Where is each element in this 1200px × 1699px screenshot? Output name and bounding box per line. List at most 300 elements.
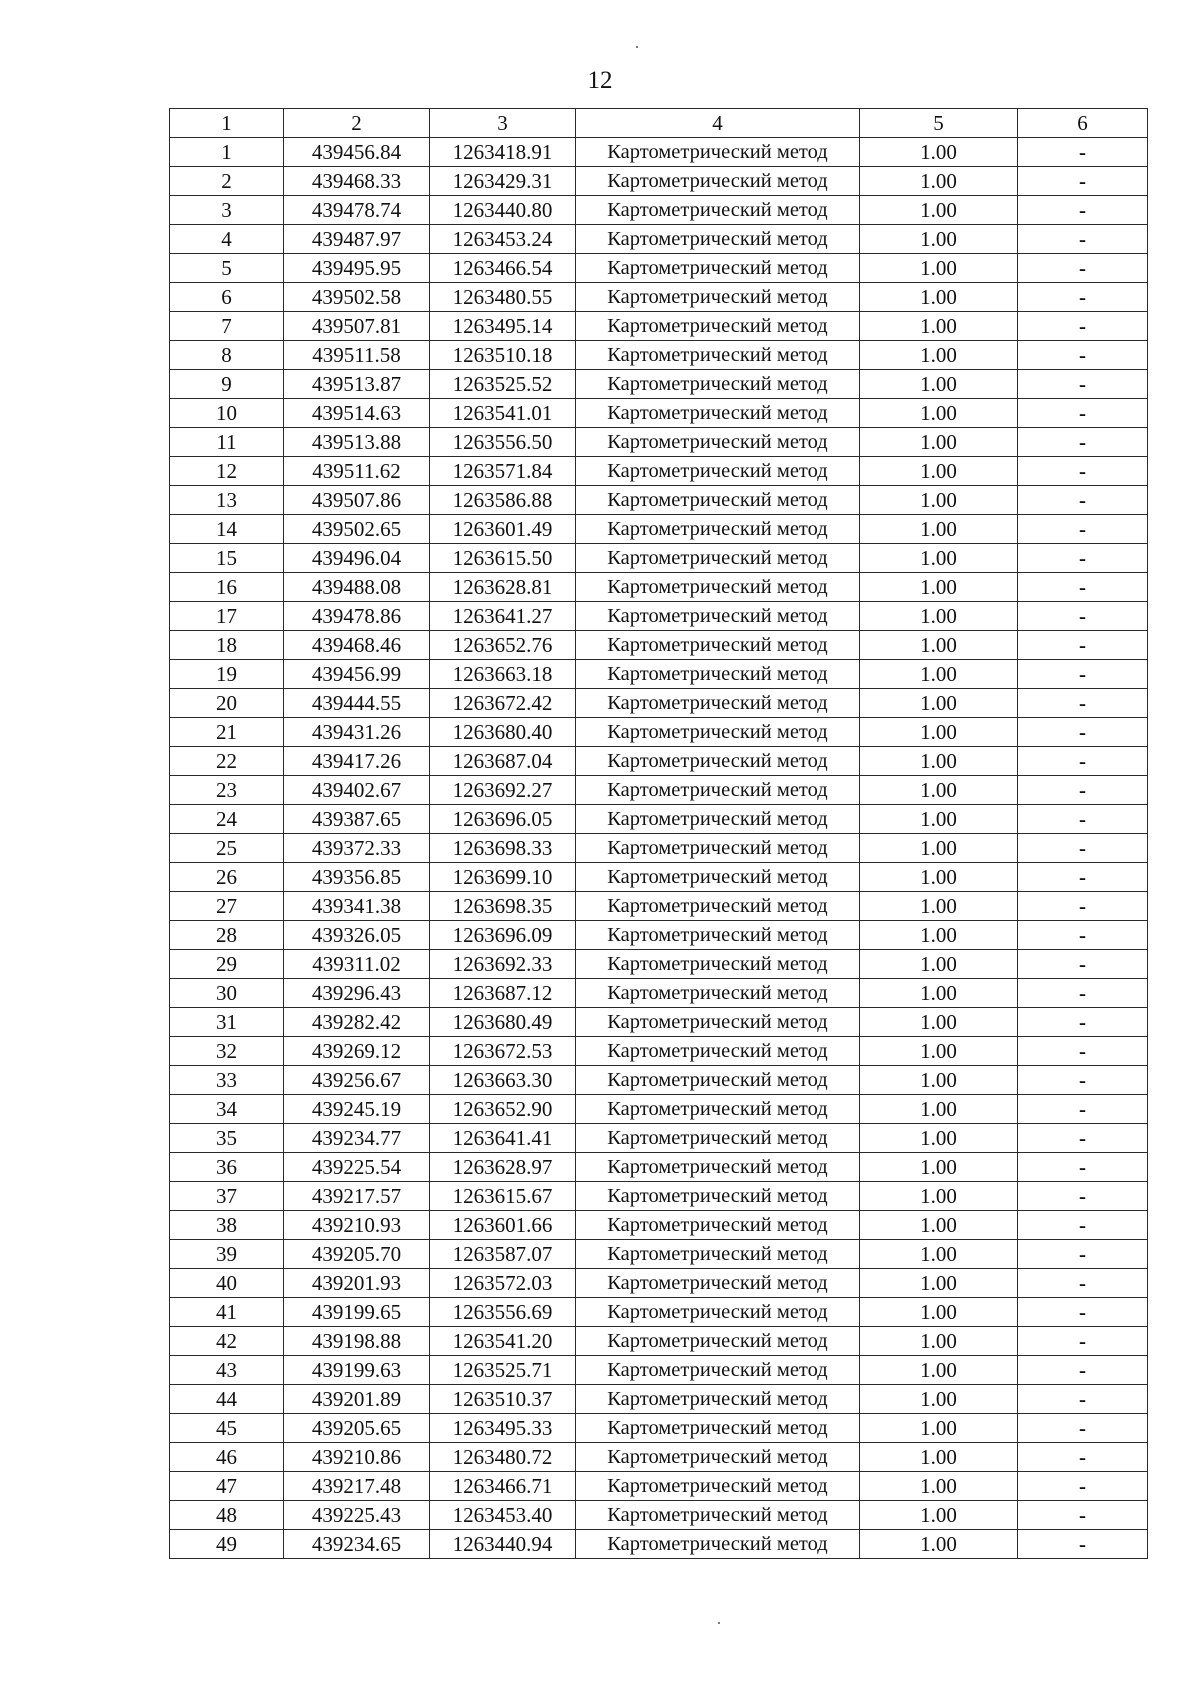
point-number-cell: 41 (170, 1298, 284, 1327)
y-coordinate-cell: 1263571.84 (430, 457, 576, 486)
y-coordinate-cell: 1263680.40 (430, 718, 576, 747)
table-row (170, 428, 1148, 457)
note-cell: - (1018, 1095, 1148, 1124)
point-number-cell: 24 (170, 805, 284, 834)
y-coordinate-cell: 1263418.91 (430, 138, 576, 167)
table-row (170, 863, 1148, 892)
note-cell: - (1018, 979, 1148, 1008)
method-cell: Картометрический метод (576, 1037, 860, 1066)
accuracy-cell: 1.00 (860, 689, 1018, 718)
table-body (170, 138, 1148, 1559)
method-cell: Картометрический метод (576, 921, 860, 950)
method-cell: Картометрический метод (576, 544, 860, 573)
y-coordinate-cell: 1263453.24 (430, 225, 576, 254)
y-coordinate-cell: 1263692.27 (430, 776, 576, 805)
note-cell: - (1018, 1269, 1148, 1298)
y-coordinate-cell: 1263587.07 (430, 1240, 576, 1269)
note-cell: - (1018, 950, 1148, 979)
note-cell: - (1018, 515, 1148, 544)
accuracy-cell: 1.00 (860, 254, 1018, 283)
accuracy-cell: 1.00 (860, 341, 1018, 370)
x-coordinate-cell: 439341.38 (284, 892, 430, 921)
method-cell: Картометрический метод (576, 457, 860, 486)
y-coordinate-cell: 1263687.12 (430, 979, 576, 1008)
table-row (170, 370, 1148, 399)
point-number-cell: 47 (170, 1472, 284, 1501)
method-cell: Картометрический метод (576, 1153, 860, 1182)
table-header-row (170, 109, 1148, 138)
method-cell: Картометрический метод (576, 1414, 860, 1443)
accuracy-cell: 1.00 (860, 1385, 1018, 1414)
accuracy-cell: 1.00 (860, 1414, 1018, 1443)
accuracy-cell: 1.00 (860, 1443, 1018, 1472)
note-cell: - (1018, 631, 1148, 660)
x-coordinate-cell: 439456.99 (284, 660, 430, 689)
point-number-cell: 4 (170, 225, 284, 254)
point-number-cell: 14 (170, 515, 284, 544)
x-coordinate-cell: 439201.93 (284, 1269, 430, 1298)
x-coordinate-cell: 439513.87 (284, 370, 430, 399)
table-row (170, 950, 1148, 979)
method-cell: Картометрический метод (576, 1095, 860, 1124)
point-number-cell: 1 (170, 138, 284, 167)
y-coordinate-cell: 1263615.50 (430, 544, 576, 573)
point-number-cell: 20 (170, 689, 284, 718)
x-coordinate-cell: 439210.86 (284, 1443, 430, 1472)
method-cell: Картометрический метод (576, 805, 860, 834)
y-coordinate-cell: 1263680.49 (430, 1008, 576, 1037)
table-row (170, 1298, 1148, 1327)
x-coordinate-cell: 439444.55 (284, 689, 430, 718)
point-number-cell: 15 (170, 544, 284, 573)
x-coordinate-cell: 439387.65 (284, 805, 430, 834)
column-header: 3 (430, 109, 576, 138)
point-number-cell: 19 (170, 660, 284, 689)
accuracy-cell: 1.00 (860, 312, 1018, 341)
note-cell: - (1018, 1182, 1148, 1211)
y-coordinate-cell: 1263601.49 (430, 515, 576, 544)
point-number-cell: 22 (170, 747, 284, 776)
table-row (170, 486, 1148, 515)
method-cell: Картометрический метод (576, 515, 860, 544)
x-coordinate-cell: 439431.26 (284, 718, 430, 747)
note-cell: - (1018, 312, 1148, 341)
method-cell: Картометрический метод (576, 631, 860, 660)
accuracy-cell: 1.00 (860, 1153, 1018, 1182)
x-coordinate-cell: 439402.67 (284, 776, 430, 805)
y-coordinate-cell: 1263525.52 (430, 370, 576, 399)
accuracy-cell: 1.00 (860, 196, 1018, 225)
accuracy-cell: 1.00 (860, 776, 1018, 805)
accuracy-cell: 1.00 (860, 283, 1018, 312)
accuracy-cell: 1.00 (860, 921, 1018, 950)
y-coordinate-cell: 1263628.81 (430, 573, 576, 602)
method-cell: Картометрический метод (576, 341, 860, 370)
x-coordinate-cell: 439372.33 (284, 834, 430, 863)
y-coordinate-cell: 1263480.55 (430, 283, 576, 312)
note-cell: - (1018, 196, 1148, 225)
x-coordinate-cell: 439225.54 (284, 1153, 430, 1182)
y-coordinate-cell: 1263495.14 (430, 312, 576, 341)
point-number-cell: 29 (170, 950, 284, 979)
note-cell: - (1018, 1356, 1148, 1385)
note-cell: - (1018, 689, 1148, 718)
x-coordinate-cell: 439198.88 (284, 1327, 430, 1356)
x-coordinate-cell: 439225.43 (284, 1501, 430, 1530)
y-coordinate-cell: 1263663.30 (430, 1066, 576, 1095)
x-coordinate-cell: 439234.77 (284, 1124, 430, 1153)
y-coordinate-cell: 1263663.18 (430, 660, 576, 689)
accuracy-cell: 1.00 (860, 1124, 1018, 1153)
accuracy-cell: 1.00 (860, 428, 1018, 457)
x-coordinate-cell: 439256.67 (284, 1066, 430, 1095)
accuracy-cell: 1.00 (860, 1008, 1018, 1037)
table-row (170, 1530, 1148, 1559)
table-row (170, 312, 1148, 341)
accuracy-cell: 1.00 (860, 1095, 1018, 1124)
method-cell: Картометрический метод (576, 1066, 860, 1095)
accuracy-cell: 1.00 (860, 1269, 1018, 1298)
accuracy-cell: 1.00 (860, 950, 1018, 979)
point-number-cell: 32 (170, 1037, 284, 1066)
point-number-cell: 5 (170, 254, 284, 283)
accuracy-cell: 1.00 (860, 167, 1018, 196)
y-coordinate-cell: 1263628.97 (430, 1153, 576, 1182)
accuracy-cell: 1.00 (860, 979, 1018, 1008)
x-coordinate-cell: 439478.74 (284, 196, 430, 225)
point-number-cell: 30 (170, 979, 284, 1008)
method-cell: Картометрический метод (576, 892, 860, 921)
table-row (170, 138, 1148, 167)
method-cell: Картометрический метод (576, 312, 860, 341)
note-cell: - (1018, 718, 1148, 747)
accuracy-cell: 1.00 (860, 573, 1018, 602)
method-cell: Картометрический метод (576, 660, 860, 689)
note-cell: - (1018, 544, 1148, 573)
note-cell: - (1018, 892, 1148, 921)
x-coordinate-cell: 439468.33 (284, 167, 430, 196)
x-coordinate-cell: 439511.58 (284, 341, 430, 370)
method-cell: Картометрический метод (576, 747, 860, 776)
table-row (170, 979, 1148, 1008)
note-cell: - (1018, 1530, 1148, 1559)
point-number-cell: 48 (170, 1501, 284, 1530)
accuracy-cell: 1.00 (860, 747, 1018, 776)
y-coordinate-cell: 1263541.01 (430, 399, 576, 428)
column-header: 1 (170, 109, 284, 138)
x-coordinate-cell: 439478.86 (284, 602, 430, 631)
method-cell: Картометрический метод (576, 486, 860, 515)
y-coordinate-cell: 1263572.03 (430, 1269, 576, 1298)
table-row (170, 1182, 1148, 1211)
note-cell: - (1018, 428, 1148, 457)
y-coordinate-cell: 1263692.33 (430, 950, 576, 979)
x-coordinate-cell: 439296.43 (284, 979, 430, 1008)
column-header: 2 (284, 109, 430, 138)
note-cell: - (1018, 921, 1148, 950)
table-row (170, 399, 1148, 428)
y-coordinate-cell: 1263672.53 (430, 1037, 576, 1066)
point-number-cell: 43 (170, 1356, 284, 1385)
x-coordinate-cell: 439468.46 (284, 631, 430, 660)
method-cell: Картометрический метод (576, 196, 860, 225)
accuracy-cell: 1.00 (860, 834, 1018, 863)
method-cell: Картометрический метод (576, 1211, 860, 1240)
note-cell: - (1018, 1501, 1148, 1530)
note-cell: - (1018, 1472, 1148, 1501)
point-number-cell: 27 (170, 892, 284, 921)
point-number-cell: 39 (170, 1240, 284, 1269)
accuracy-cell: 1.00 (860, 515, 1018, 544)
note-cell: - (1018, 1066, 1148, 1095)
accuracy-cell: 1.00 (860, 602, 1018, 631)
point-number-cell: 33 (170, 1066, 284, 1095)
table-row (170, 254, 1148, 283)
x-coordinate-cell: 439502.65 (284, 515, 430, 544)
note-cell: - (1018, 399, 1148, 428)
table-row (170, 602, 1148, 631)
table-row (170, 1066, 1148, 1095)
point-number-cell: 11 (170, 428, 284, 457)
point-number-cell: 42 (170, 1327, 284, 1356)
accuracy-cell: 1.00 (860, 138, 1018, 167)
table-row (170, 805, 1148, 834)
accuracy-cell: 1.00 (860, 631, 1018, 660)
note-cell: - (1018, 254, 1148, 283)
note-cell: - (1018, 805, 1148, 834)
table-row (170, 1037, 1148, 1066)
note-cell: - (1018, 1008, 1148, 1037)
point-number-cell: 10 (170, 399, 284, 428)
table-row (170, 283, 1148, 312)
note-cell: - (1018, 834, 1148, 863)
method-cell: Картометрический метод (576, 138, 860, 167)
point-number-cell: 7 (170, 312, 284, 341)
note-cell: - (1018, 1443, 1148, 1472)
x-coordinate-cell: 439496.04 (284, 544, 430, 573)
table-row (170, 457, 1148, 486)
coordinates-table (169, 108, 1148, 1559)
page-number: 12 (587, 67, 613, 94)
accuracy-cell: 1.00 (860, 370, 1018, 399)
x-coordinate-cell: 439269.12 (284, 1037, 430, 1066)
point-number-cell: 25 (170, 834, 284, 863)
x-coordinate-cell: 439311.02 (284, 950, 430, 979)
table-row (170, 167, 1148, 196)
y-coordinate-cell: 1263440.80 (430, 196, 576, 225)
accuracy-cell: 1.00 (860, 1182, 1018, 1211)
y-coordinate-cell: 1263510.37 (430, 1385, 576, 1414)
point-number-cell: 3 (170, 196, 284, 225)
x-coordinate-cell: 439199.65 (284, 1298, 430, 1327)
accuracy-cell: 1.00 (860, 1066, 1018, 1095)
y-coordinate-cell: 1263510.18 (430, 341, 576, 370)
table-row (170, 921, 1148, 950)
accuracy-cell: 1.00 (860, 805, 1018, 834)
point-number-cell: 9 (170, 370, 284, 399)
accuracy-cell: 1.00 (860, 1327, 1018, 1356)
point-number-cell: 44 (170, 1385, 284, 1414)
point-number-cell: 18 (170, 631, 284, 660)
table-row (170, 515, 1148, 544)
y-coordinate-cell: 1263672.42 (430, 689, 576, 718)
note-cell: - (1018, 660, 1148, 689)
accuracy-cell: 1.00 (860, 1530, 1018, 1559)
y-coordinate-cell: 1263440.94 (430, 1530, 576, 1559)
accuracy-cell: 1.00 (860, 486, 1018, 515)
accuracy-cell: 1.00 (860, 1240, 1018, 1269)
method-cell: Картометрический метод (576, 573, 860, 602)
y-coordinate-cell: 1263641.41 (430, 1124, 576, 1153)
table-row (170, 544, 1148, 573)
note-cell: - (1018, 167, 1148, 196)
method-cell: Картометрический метод (576, 225, 860, 254)
note-cell: - (1018, 1240, 1148, 1269)
point-number-cell: 35 (170, 1124, 284, 1153)
note-cell: - (1018, 283, 1148, 312)
x-coordinate-cell: 439201.89 (284, 1385, 430, 1414)
method-cell: Картометрический метод (576, 689, 860, 718)
note-cell: - (1018, 1037, 1148, 1066)
table-row (170, 1269, 1148, 1298)
table-row (170, 1356, 1148, 1385)
y-coordinate-cell: 1263453.40 (430, 1501, 576, 1530)
x-coordinate-cell: 439487.97 (284, 225, 430, 254)
point-number-cell: 17 (170, 602, 284, 631)
table-row (170, 631, 1148, 660)
table-row (170, 1385, 1148, 1414)
point-number-cell: 45 (170, 1414, 284, 1443)
y-coordinate-cell: 1263696.09 (430, 921, 576, 950)
note-cell: - (1018, 457, 1148, 486)
note-cell: - (1018, 370, 1148, 399)
accuracy-cell: 1.00 (860, 1472, 1018, 1501)
table-row (170, 1153, 1148, 1182)
x-coordinate-cell: 439234.65 (284, 1530, 430, 1559)
accuracy-cell: 1.00 (860, 863, 1018, 892)
method-cell: Картометрический метод (576, 428, 860, 457)
method-cell: Картометрический метод (576, 863, 860, 892)
y-coordinate-cell: 1263698.35 (430, 892, 576, 921)
note-cell: - (1018, 1414, 1148, 1443)
x-coordinate-cell: 439326.05 (284, 921, 430, 950)
scan-speck (718, 1622, 720, 1624)
x-coordinate-cell: 439502.58 (284, 283, 430, 312)
method-cell: Картометрический метод (576, 718, 860, 747)
x-coordinate-cell: 439245.19 (284, 1095, 430, 1124)
x-coordinate-cell: 439205.65 (284, 1414, 430, 1443)
y-coordinate-cell: 1263556.50 (430, 428, 576, 457)
point-number-cell: 49 (170, 1530, 284, 1559)
point-number-cell: 23 (170, 776, 284, 805)
x-coordinate-cell: 439282.42 (284, 1008, 430, 1037)
x-coordinate-cell: 439507.81 (284, 312, 430, 341)
point-number-cell: 37 (170, 1182, 284, 1211)
note-cell: - (1018, 1211, 1148, 1240)
note-cell: - (1018, 1153, 1148, 1182)
point-number-cell: 16 (170, 573, 284, 602)
y-coordinate-cell: 1263699.10 (430, 863, 576, 892)
y-coordinate-cell: 1263429.31 (430, 167, 576, 196)
y-coordinate-cell: 1263466.54 (430, 254, 576, 283)
accuracy-cell: 1.00 (860, 544, 1018, 573)
table-row (170, 1095, 1148, 1124)
y-coordinate-cell: 1263495.33 (430, 1414, 576, 1443)
method-cell: Картометрический метод (576, 776, 860, 805)
table-row (170, 1501, 1148, 1530)
accuracy-cell: 1.00 (860, 1037, 1018, 1066)
accuracy-cell: 1.00 (860, 718, 1018, 747)
note-cell: - (1018, 486, 1148, 515)
y-coordinate-cell: 1263586.88 (430, 486, 576, 515)
accuracy-cell: 1.00 (860, 892, 1018, 921)
x-coordinate-cell: 439417.26 (284, 747, 430, 776)
point-number-cell: 8 (170, 341, 284, 370)
y-coordinate-cell: 1263601.66 (430, 1211, 576, 1240)
method-cell: Картометрический метод (576, 1385, 860, 1414)
accuracy-cell: 1.00 (860, 1356, 1018, 1385)
table-row (170, 718, 1148, 747)
point-number-cell: 31 (170, 1008, 284, 1037)
accuracy-cell: 1.00 (860, 1211, 1018, 1240)
point-number-cell: 38 (170, 1211, 284, 1240)
table-row (170, 747, 1148, 776)
column-header: 5 (860, 109, 1018, 138)
method-cell: Картометрический метод (576, 399, 860, 428)
y-coordinate-cell: 1263641.27 (430, 602, 576, 631)
note-cell: - (1018, 863, 1148, 892)
accuracy-cell: 1.00 (860, 660, 1018, 689)
y-coordinate-cell: 1263615.67 (430, 1182, 576, 1211)
method-cell: Картометрический метод (576, 1356, 860, 1385)
table-row (170, 573, 1148, 602)
method-cell: Картометрический метод (576, 834, 860, 863)
table-row (170, 689, 1148, 718)
y-coordinate-cell: 1263480.72 (430, 1443, 576, 1472)
x-coordinate-cell: 439488.08 (284, 573, 430, 602)
note-cell: - (1018, 1327, 1148, 1356)
note-cell: - (1018, 1298, 1148, 1327)
point-number-cell: 13 (170, 486, 284, 515)
method-cell: Картометрический метод (576, 1240, 860, 1269)
note-cell: - (1018, 776, 1148, 805)
method-cell: Картометрический метод (576, 1327, 860, 1356)
method-cell: Картометрический метод (576, 1443, 860, 1472)
table-row (170, 1443, 1148, 1472)
point-number-cell: 36 (170, 1153, 284, 1182)
method-cell: Картометрический метод (576, 1530, 860, 1559)
accuracy-cell: 1.00 (860, 457, 1018, 486)
method-cell: Картометрический метод (576, 1182, 860, 1211)
table-row (170, 1327, 1148, 1356)
method-cell: Картометрический метод (576, 254, 860, 283)
table-row (170, 1211, 1148, 1240)
scan-speck (636, 46, 638, 48)
note-cell: - (1018, 747, 1148, 776)
x-coordinate-cell: 439217.48 (284, 1472, 430, 1501)
method-cell: Картометрический метод (576, 370, 860, 399)
accuracy-cell: 1.00 (860, 1501, 1018, 1530)
y-coordinate-cell: 1263652.90 (430, 1095, 576, 1124)
y-coordinate-cell: 1263698.33 (430, 834, 576, 863)
x-coordinate-cell: 439511.62 (284, 457, 430, 486)
point-number-cell: 28 (170, 921, 284, 950)
method-cell: Картометрический метод (576, 283, 860, 312)
x-coordinate-cell: 439513.88 (284, 428, 430, 457)
table-row (170, 1008, 1148, 1037)
method-cell: Картометрический метод (576, 1124, 860, 1153)
x-coordinate-cell: 439199.63 (284, 1356, 430, 1385)
